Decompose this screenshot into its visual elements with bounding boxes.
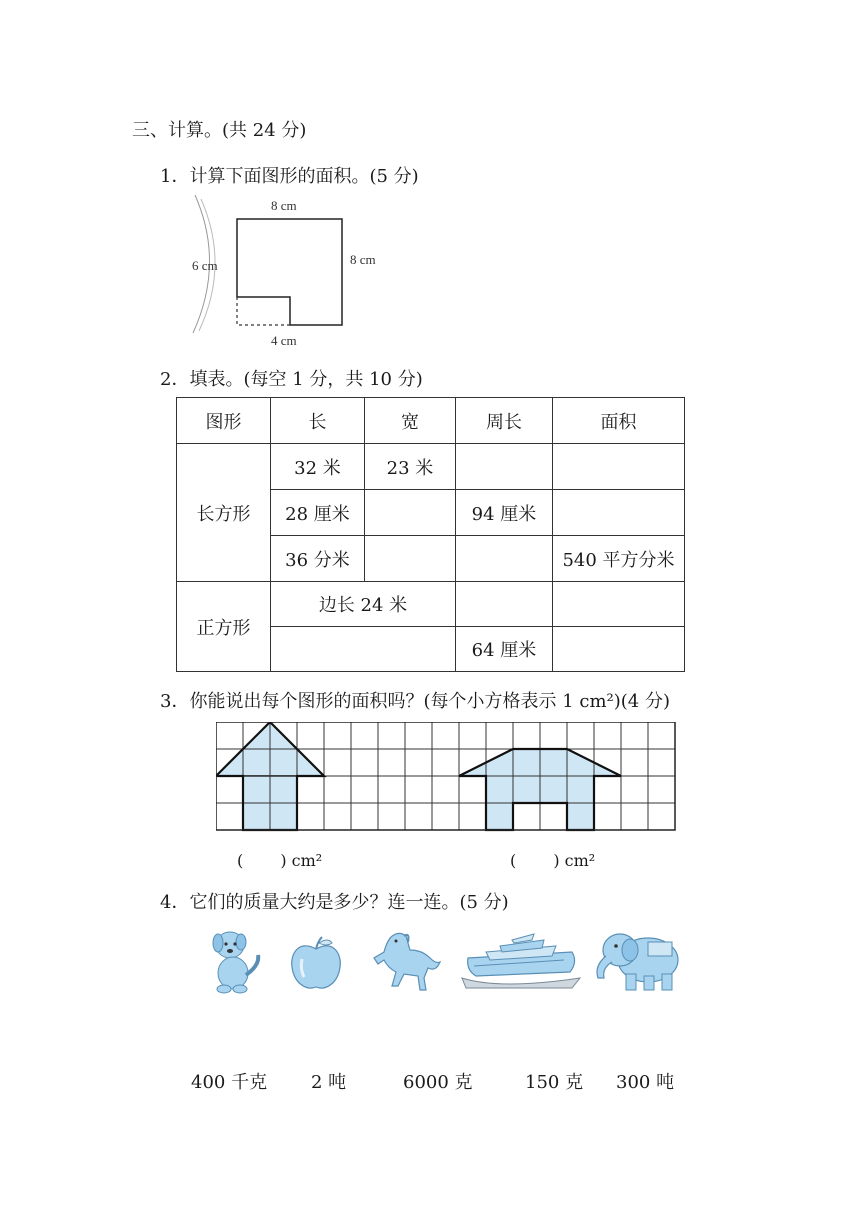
dim-right: 8 cm [350, 252, 376, 267]
fill-table [176, 397, 685, 672]
answer-2[interactable]: ( ) cm² [510, 851, 596, 870]
option-300t[interactable]: 300 吨 [616, 1072, 675, 1093]
dim-bottom: 4 cm [271, 333, 297, 348]
cell-area[interactable] [553, 582, 685, 627]
cell-perimeter[interactable] [456, 536, 553, 582]
l-shape-outline [237, 219, 342, 325]
header-shape: 图形 [177, 398, 271, 444]
elephant-icon [592, 928, 684, 992]
cell-perimeter[interactable] [456, 444, 553, 490]
question-4-prompt: 4．它们的质量大约是多少？连一连。(5 分) [160, 892, 509, 913]
cell-side[interactable] [271, 627, 456, 672]
option-2t[interactable]: 2 吨 [311, 1072, 347, 1093]
ship-icon [460, 928, 582, 992]
grid-figure [216, 722, 678, 834]
dashed-edge [237, 297, 290, 325]
header-length: 长 [271, 398, 365, 444]
cell-length: 28 厘米 [271, 490, 365, 536]
apple-icon [288, 935, 344, 993]
question-2-prompt: 2．填表。(每空 1 分，共 10 分) [160, 369, 423, 390]
square-label: 正方形 [177, 582, 271, 672]
cell-area: 540 平方分米 [553, 536, 685, 582]
question-1-prompt: 1．计算下面图形的面积。(5 分) [160, 166, 419, 187]
answer-1[interactable]: ( ) cm² [237, 851, 323, 870]
cell-width[interactable] [365, 490, 456, 536]
dim-left: 6 cm [192, 258, 218, 273]
cell-length: 36 分米 [271, 536, 365, 582]
option-6000g[interactable]: 6000 克 [403, 1072, 473, 1093]
header-area: 面积 [553, 398, 685, 444]
option-400kg[interactable]: 400 千克 [191, 1072, 268, 1093]
header-width: 宽 [365, 398, 456, 444]
cell-area[interactable] [553, 444, 685, 490]
cell-length: 32 米 [271, 444, 365, 490]
header-perimeter: 周长 [456, 398, 553, 444]
cell-area[interactable] [553, 627, 685, 672]
cell-perimeter: 94 厘米 [456, 490, 553, 536]
dim-top: 8 cm [271, 198, 297, 213]
table-header-row [177, 398, 685, 444]
question-3-prompt: 3．你能说出每个图形的面积吗？(每个小方格表示 1 cm²)(4 分) [160, 691, 670, 712]
horse-icon [370, 928, 442, 994]
cell-perimeter: 64 厘米 [456, 627, 553, 672]
cell-width: 23 米 [365, 444, 456, 490]
cell-width[interactable] [365, 536, 456, 582]
table-row [177, 582, 685, 627]
table-row [177, 444, 685, 490]
cell-area[interactable] [553, 490, 685, 536]
option-150g[interactable]: 150 克 [525, 1072, 584, 1093]
cell-side: 边长 24 米 [271, 582, 456, 627]
rect-label: 长方形 [177, 444, 271, 582]
l-shape-figure [185, 193, 415, 353]
cell-perimeter[interactable] [456, 582, 553, 627]
section-title: 三、计算。(共 24 分) [132, 120, 307, 141]
dog-icon [208, 925, 268, 995]
